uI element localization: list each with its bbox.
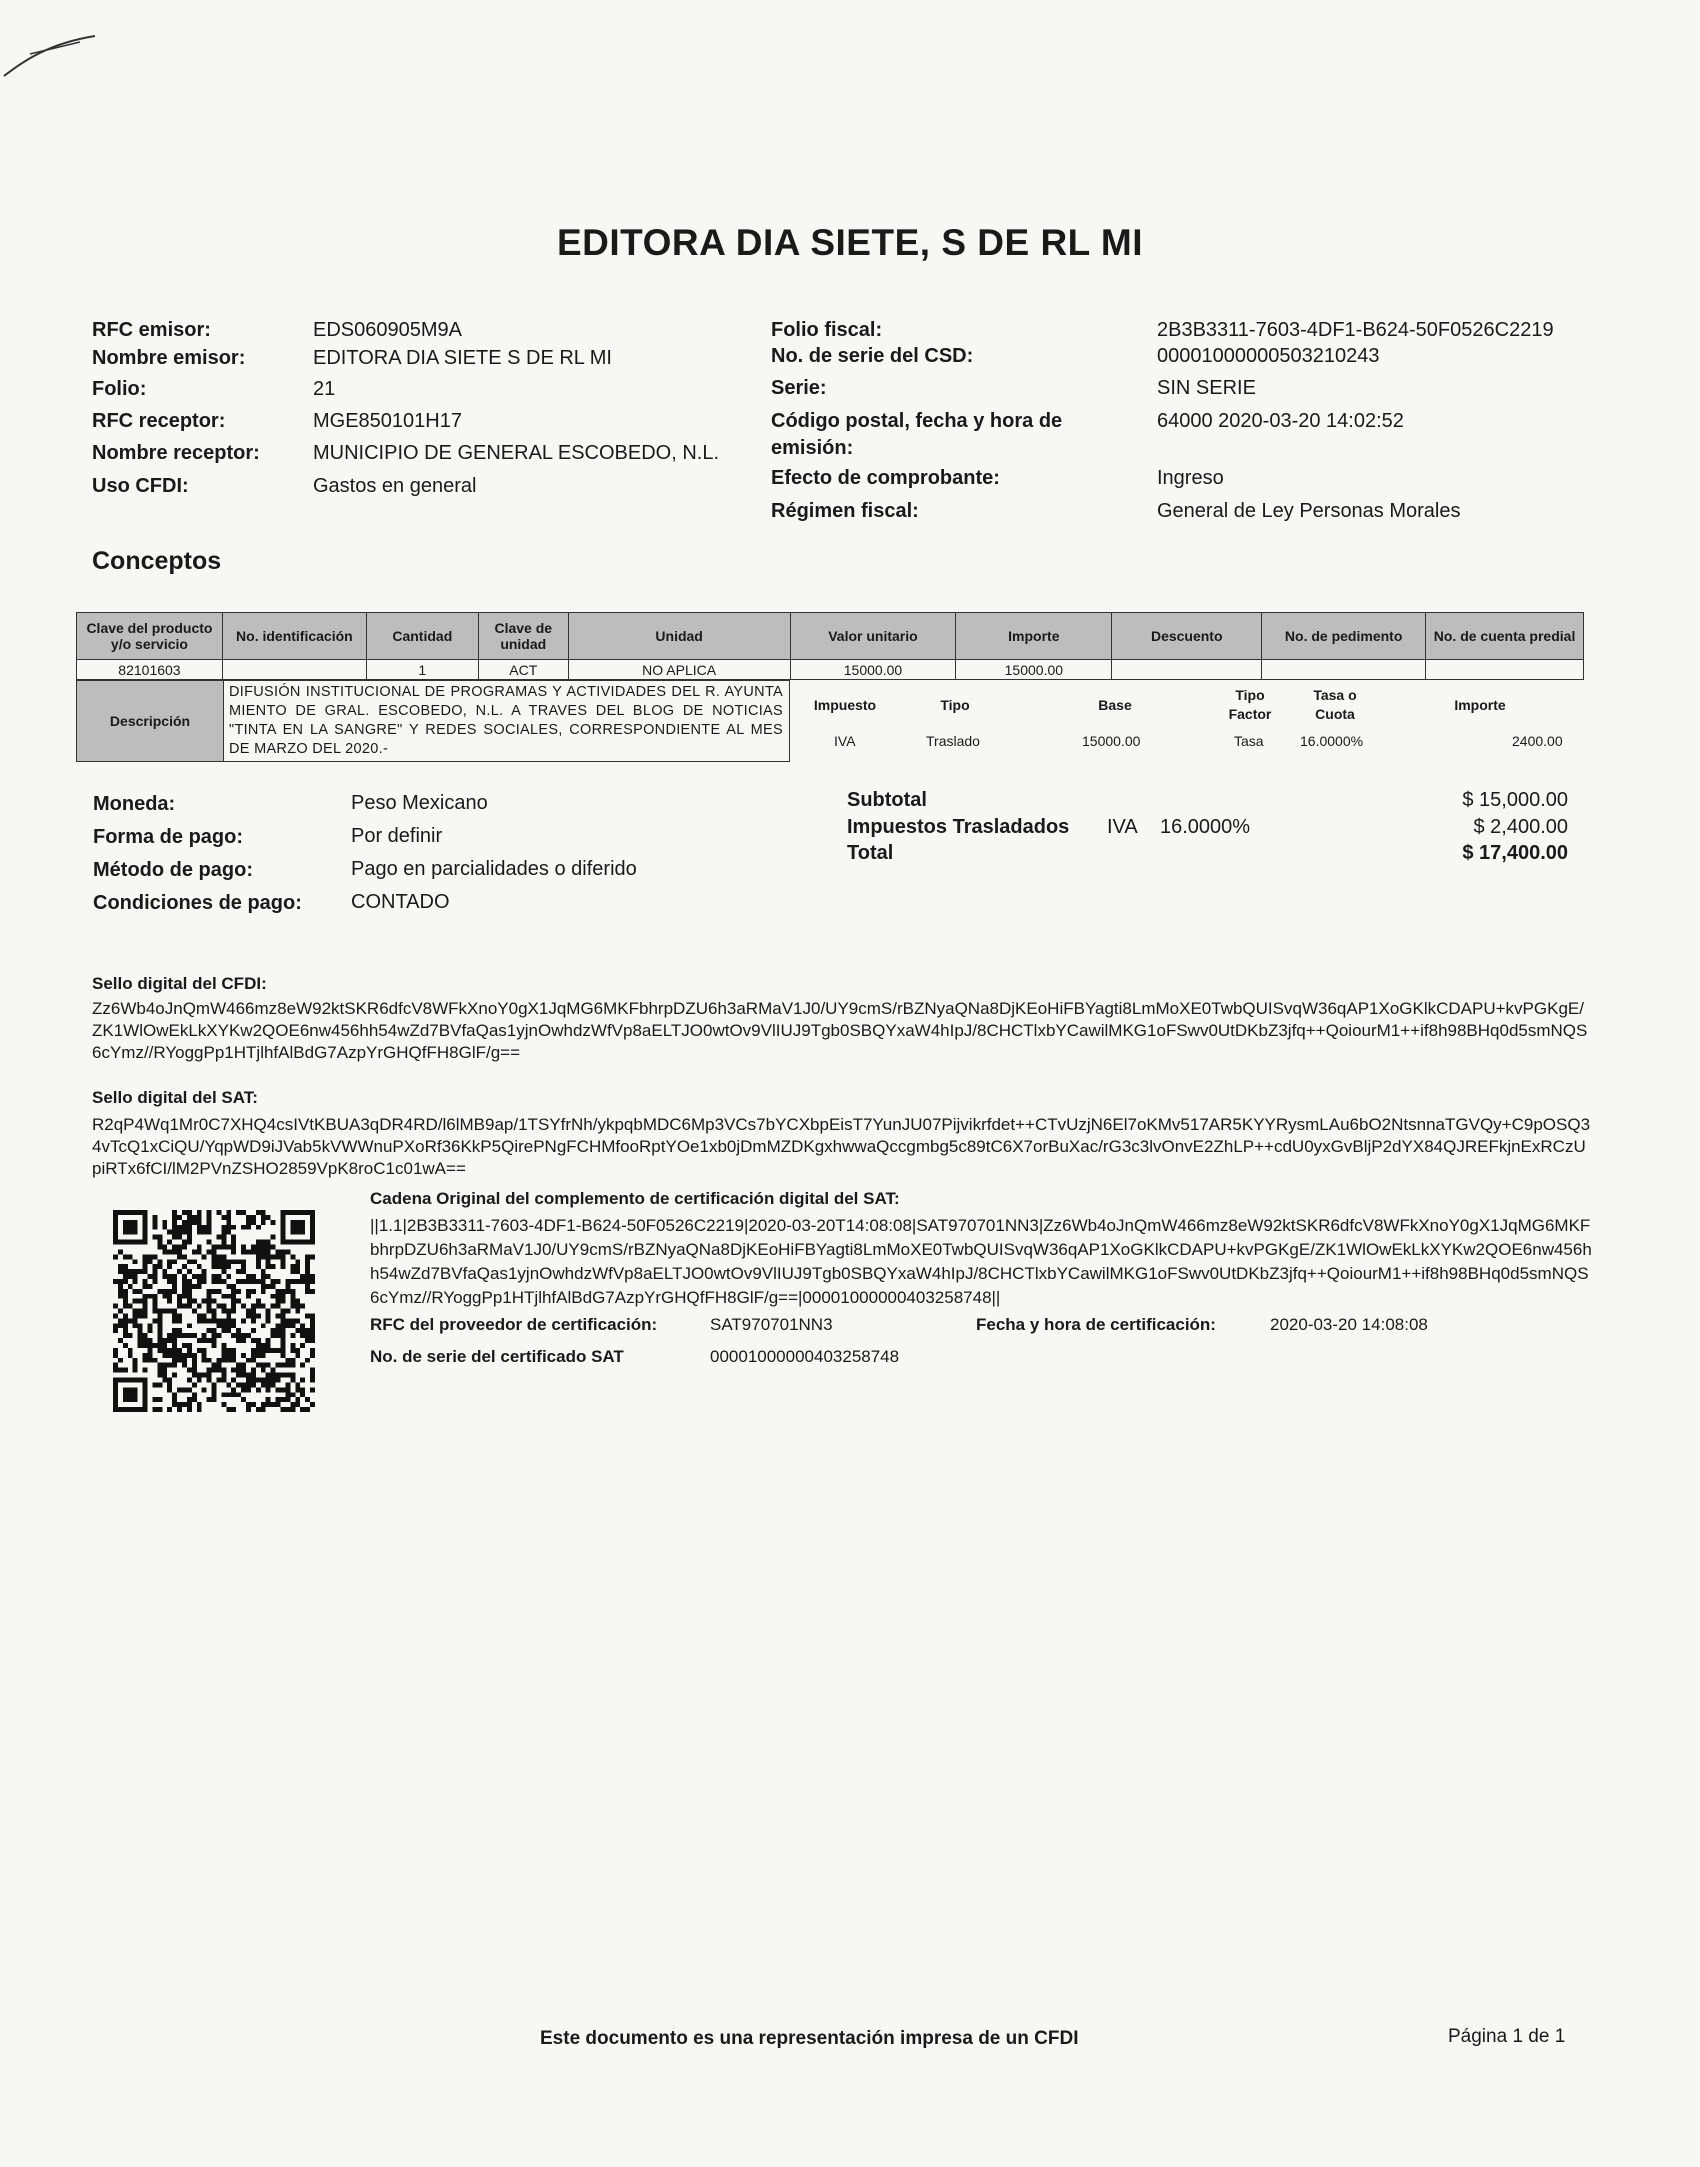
col-unidad: Unidad — [568, 613, 790, 660]
tax-h-tipo-factor: Tipo Factor — [1228, 687, 1272, 722]
rfc-receptor-value: MGE850101H17 — [313, 410, 462, 432]
sello-sat-label: Sello digital del SAT: — [92, 1088, 258, 1107]
description-label: Descripción — [77, 681, 224, 761]
cell-clave: 82101603 — [77, 660, 223, 680]
tax-h-base: Base — [1098, 697, 1132, 713]
nombre-receptor-value: MUNICIPIO DE GENERAL ESCOBEDO, N.L. — [313, 442, 720, 464]
nombre-receptor-label: Nombre receptor: — [92, 442, 260, 464]
col-no-pedimento: No. de pedimento — [1262, 613, 1426, 660]
tax-rate: 16.0000% — [1160, 816, 1251, 838]
regimen-value: General de Ley Personas Morales — [1157, 500, 1461, 522]
condiciones-label: Condiciones de pago: — [93, 892, 302, 914]
col-clave-unidad: Clave de unidad — [478, 613, 568, 660]
taxes-label: Impuestos Trasladados — [847, 816, 1070, 838]
conceptos-heading: Conceptos — [92, 547, 222, 575]
tax-h-impuesto: Impuesto — [813, 697, 877, 713]
total-value: $ 17,400.00 — [1462, 842, 1568, 864]
sello-cfdi-label: Sello digital del CFDI: — [92, 974, 267, 993]
taxes-value: $ 2,400.00 — [1473, 816, 1568, 838]
col-cantidad: Cantidad — [366, 613, 478, 660]
moneda-value: Peso Mexicano — [351, 792, 488, 814]
uso-cfdi-label: Uso CFDI: — [92, 475, 189, 497]
cell-cuenta-predial — [1426, 660, 1584, 680]
table-header-row — [77, 613, 1584, 660]
cadena-label: Cadena Original del complemento de certificación digital del SAT: — [370, 1189, 900, 1208]
sello-sat-value: R2qP4Wq1Mr0C7XHQ4csIVtKBUA3qDR4RD/l6lMB9ap/1TSYfrNh/ykpqbMDC6Mp3VCs7bYCXbpEisT7YunJU07Pijvikrfdet++CTvUzjN6El7oKMv517AR5KYYRysmLAu6bO2NtsnnaTGVQy+C9pOSQ34vTcQ1xCiQU/YqpWD9iJVab5kVWWnuPXoRf36KkP5QirePNgFCHMfooRptYOe1xb0jDmMZDKgxhwwaQccgmbg5c89tC6X7orBuXac/rG3c3lvOnvE2ZhLP++cdU0yxGvBljP2dYX84QJREFkjnExRCzUpiRTx6fCI/lM2PVnZSHO2859VpK8roC1c01wA== — [92, 1115, 1591, 1178]
rfc-proveedor-value: SAT970701NN3 — [710, 1315, 833, 1334]
serie-label: Serie: — [771, 377, 827, 399]
metodo-pago-value: Pago en parcialidades o diferido — [351, 858, 637, 880]
efecto-value: Ingreso — [1157, 467, 1224, 489]
cp-fecha-label: Código postal, fecha y hora de — [771, 410, 1063, 432]
conceptos-table — [76, 612, 1584, 680]
efecto-label: Efecto de comprobante: — [771, 467, 1000, 489]
col-cuenta-predial: No. de cuenta predial — [1426, 613, 1584, 660]
tax-h-importe: Importe — [1454, 697, 1506, 713]
tax-v-tasa: 16.0000% — [1300, 733, 1364, 749]
cell-no-identificacion — [222, 660, 366, 680]
tax-v-impuesto: IVA — [834, 733, 856, 749]
serie-csd-value: 00001000000503210243 — [1157, 345, 1380, 367]
folio-fiscal-value: 2B3B3311-7603-4DF1-B624-50F0526C2219 — [1157, 319, 1554, 341]
col-descuento: Descuento — [1112, 613, 1262, 660]
moneda-label: Moneda: — [93, 793, 176, 815]
cell-unidad: NO APLICA — [568, 660, 790, 680]
tax-h-tasa: Tasa o Cuota — [1313, 687, 1357, 722]
rfc-receptor-label: RFC receptor: — [92, 410, 226, 432]
fecha-cert-label: Fecha y hora de certificación: — [976, 1315, 1216, 1334]
fecha-cert-value: 2020-03-20 14:08:08 — [1270, 1315, 1428, 1334]
nombre-emisor-label: Nombre emisor: — [92, 347, 246, 369]
forma-pago-value: Por definir — [351, 825, 443, 847]
forma-pago-label: Forma de pago: — [93, 826, 244, 848]
metodo-pago-label: Método de pago: — [93, 859, 253, 881]
nombre-emisor-value: EDITORA DIA SIETE S DE RL MI — [313, 347, 612, 369]
folio-label: Folio: — [92, 378, 147, 400]
col-clave-producto: Clave del producto y/o servicio — [77, 613, 223, 660]
document-title: EDITORA DIA SIETE, S DE RL MI — [556, 222, 1143, 263]
cell-clave-unidad: ACT — [478, 660, 568, 680]
tax-h-tipo: Tipo — [940, 697, 970, 713]
tax-v-tipo: Traslado — [926, 733, 980, 749]
cell-descuento — [1112, 660, 1262, 680]
regimen-label: Régimen fiscal: — [771, 500, 919, 522]
col-valor-unitario: Valor unitario — [790, 613, 956, 660]
subtotal-value: $ 15,000.00 — [1462, 789, 1568, 811]
tax-name: IVA — [1107, 816, 1138, 838]
cell-cantidad: 1 — [366, 660, 478, 680]
rfc-emisor-value: EDS060905M9A — [313, 319, 462, 341]
cell-no-pedimento — [1262, 660, 1426, 680]
sello-cfdi-value: Zz6Wb4oJnQmW466mz8eW92ktSKR6dfcV8WFkXnoY0gX1JqMG6MKFbhrpDZU6h3aRMaV1J0/UY9cmS/rBZNyaQNa8DjKEoHiFBYagti8LmMoXE0TwbQUISvqW36qAP1XoGKlkCDAPU+kvPGKgE/ZK1WlOwEkLkXYKw2QOE6nw456hh54wZd7BVfaQas1yjnOwhdzWfVp8aELTJO0wtOv9VlIUJ9Tgb0SBQYxaW4hIpJ/8CHCTlxbYCawilMKG1oFSwv0UtDKbZ3jfq++QoiourM1++if8h98BHq0d5smNQS6cYmz//RYoggPp1HTjlhfAlBdG7AzpYrGHQfFH8GlF/g== — [92, 999, 1588, 1062]
rfc-proveedor-label: RFC del proveedor de certificación: — [370, 1315, 658, 1334]
serie-csd-label: No. de serie del CSD: — [771, 345, 974, 367]
condiciones-value: CONTADO — [351, 891, 450, 913]
serie-value: SIN SERIE — [1157, 377, 1256, 399]
cp-fecha-value: 64000 2020-03-20 14:02:52 — [1157, 410, 1404, 432]
serie-cert-label: No. de serie del certificado SAT — [370, 1347, 624, 1366]
col-importe: Importe — [956, 613, 1112, 660]
pen-mark — [0, 14, 120, 84]
cadena-value: ||1.1|2B3B3311-7603-4DF1-B624-50F0526C2219|2020-03-20T14:08:08|SAT970701NN3|Zz6Wb4oJnQmW466mz8eW92ktSKR6dfcV8WFkXnoY0gX1JqMG6MKFbhrpDZU6h3aRMaV1J0/UY9cmS/rBZNyaQNa8DjKEoHiFBYagti8LmMoXE0TwbQUISvqW36qAP1XoGKlkCDAPU+kvPGKgE/ZK1WlOwEkLkXYKw2QOE6nw456hh54wZd7BVfaQas1yjnOwhdzWfVp8aELTJO0wtOv9VlIUJ9Tgb0SBQYxaW4hIpJ/8CHCTlxbYCawilMKG1oFSwv0UtDKbZ3jfq++QoiourM1++if8h98BHq0d5smNQS6cYmz//RYoggPp1HTjlhfAlBdG7AzpYrGHQfFH8GlF/g==|00001000000403258748|| — [370, 1216, 1592, 1307]
subtotal-label: Subtotal — [847, 789, 927, 811]
folio-fiscal-label: Folio fiscal: — [771, 319, 883, 341]
uso-cfdi-value: Gastos en general — [313, 475, 477, 497]
tax-v-importe: 2400.00 — [1512, 733, 1563, 749]
tax-v-tipo-factor: Tasa — [1234, 733, 1264, 749]
tax-v-base: 15000.00 — [1082, 733, 1141, 749]
total-label: Total — [847, 842, 894, 864]
cell-importe: 15000.00 — [956, 660, 1112, 680]
table-row — [77, 660, 1584, 680]
cell-valor-unitario: 15000.00 — [790, 660, 956, 680]
footer-note: Este documento es una representación impresa de un CFDI — [540, 2028, 1079, 2049]
description-box — [76, 680, 790, 762]
col-no-identificacion: No. identificación — [222, 613, 366, 660]
cp-fecha-label-2: emisión: — [771, 437, 854, 459]
page-number: Página 1 de 1 — [1448, 2026, 1566, 2047]
rfc-emisor-label: RFC emisor: — [92, 319, 211, 341]
folio-value: 21 — [313, 378, 336, 400]
qr-code — [113, 1210, 315, 1412]
serie-cert-value: 00001000000403258748 — [710, 1347, 900, 1366]
description-text: DIFUSIÓN INSTITUCIONAL DE PROGRAMAS Y ACTIVIDADES DEL R. AYUNTA MIENTO DE GRAL. ESCOBEDO, N.L. A TRAVES DEL BLOG DE NOTICIAS "TINTA EN LA SANGRE" Y REDES SOCIALES, CORRESPONDIENTE AL MES DE MARZO DEL 2020.- — [229, 684, 783, 757]
